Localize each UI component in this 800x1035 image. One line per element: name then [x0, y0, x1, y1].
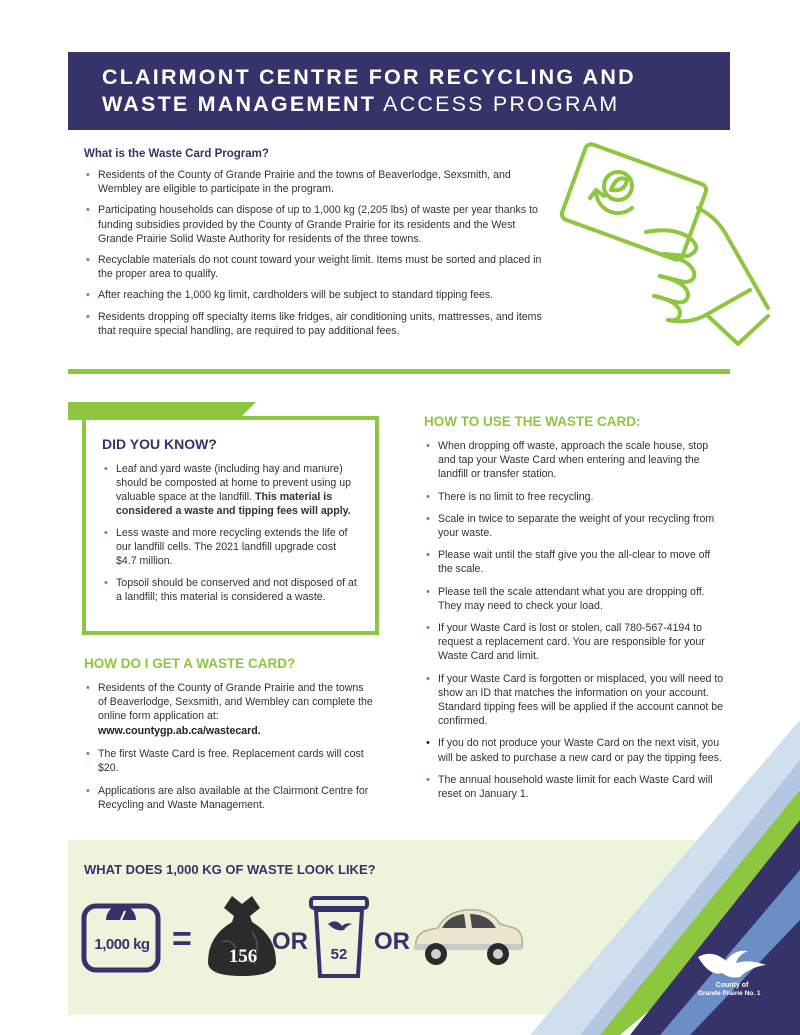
intro-heading: What is the Waste Card Program?	[84, 148, 269, 160]
list-item: • Less waste and more recycling extends the life of our landfill cells. The 2021 landfill upgrade cost $4.7 million.	[102, 526, 359, 568]
did-you-know-heading: DID YOU KNOW?	[102, 436, 217, 452]
list-item	[84, 681, 374, 738]
list-item: • If your Waste Card is lost or stolen, call 780-567-4194 to request a replacement card. You are responsible for your Waste Card and limit.	[424, 621, 724, 664]
section-divider	[68, 369, 730, 374]
list-item: • The annual household waste limit for each Waste Card will reset on January 1.	[424, 773, 724, 801]
scale-label: 1,000 kg	[94, 936, 150, 953]
waste-equivalents-row	[80, 890, 540, 980]
list-item: • If you do not produce your Waste Card on the next visit, you will be asked to purchase a new card or pay the tipping fees.	[424, 736, 724, 764]
item-bold-text: This material is considered a waste and tipping fees will apply.	[116, 491, 351, 517]
list-item: • Please tell the scale attendant what you are dropping off. They may need to check your load.	[424, 585, 724, 613]
page-header	[68, 52, 730, 130]
list-item: • Residents of the County of Grande Prairie and the towns of Beaverlodge, Sexsmith, and Wembley are eligible to participate in the program.	[84, 168, 544, 196]
did-you-know-panel	[68, 402, 383, 637]
header-line-1-text: CLAIRMONT CENTRE FOR RECYCLING AND	[102, 65, 636, 89]
hand-card-icon	[548, 140, 773, 350]
get-card-section	[84, 656, 374, 822]
get-card-list	[84, 681, 374, 813]
car-icon	[410, 904, 526, 970]
waste-cart-icon	[308, 894, 370, 982]
header-line-2-light: ACCESS PROGRAM	[376, 92, 620, 116]
logo-line-2: Grande Prairie No. 1	[698, 990, 761, 997]
item-text: Leaf and yard waste (including hay and manure) should be composted at home to prevent using up valuable space at the landfill.	[116, 463, 351, 503]
wastecard-link[interactable]: www.countygp.ab.ca/wastecard.	[98, 724, 261, 737]
bottom-title: WHAT DOES 1,000 KG OF WASTE LOOK LIKE?	[84, 862, 376, 877]
list-item: • Topsoil should be conserved and not disposed of at a landfill; this material is considered a waste.	[102, 576, 359, 604]
list-item: • After reaching the 1,000 kg limit, cardholders will be subject to standard tipping fees.	[84, 288, 544, 302]
or-text: OR	[374, 928, 410, 955]
header-line-1	[102, 64, 730, 91]
logo-line-1: County of	[715, 982, 749, 989]
intro-list	[84, 168, 544, 338]
header-line-2	[102, 91, 730, 118]
list-item: • There is no limit to free recycling.	[424, 490, 724, 504]
list-item: • Applications are also available at the Clairmont Centre for Recycling and Waste Management.	[84, 784, 374, 812]
logo-text	[698, 982, 761, 998]
get-card-heading: HOW DO I GET A WASTE CARD?	[84, 656, 296, 671]
list-item: • If your Waste Card is forgotten or misplaced, you will need to show an ID that matches the information on your account. Standard tipping fees will be applied if the account cannot be confirmed.	[424, 672, 724, 729]
did-you-know-list	[102, 462, 359, 604]
equals-sign: =	[172, 920, 192, 958]
list-item	[102, 462, 359, 518]
intro-section	[84, 148, 544, 345]
list-item: • Please wait until the staff give you the all-clear to move off the scale.	[424, 548, 724, 576]
or-text: OR	[272, 928, 308, 955]
did-you-know-box	[82, 416, 379, 635]
cart-count: 52	[330, 946, 348, 963]
list-item: • The first Waste Card is free. Replacement cards will cost $20.	[84, 747, 374, 775]
header-line-2-bold: WASTE MANAGEMENT	[102, 92, 377, 116]
list-item: • Participating households can dispose of up to 1,000 kg (2,205 lbs) of waste per year thanks to funding subsidies provided by the County of Grande Prairie for its residents and the West Grande Prairie Solid Waste Authority for residents of the three towns.	[84, 203, 544, 246]
list-item: • Recyclable materials do not count toward your weight limit. Items must be sorted and placed in the proper area to qualify.	[84, 253, 544, 281]
list-item: • Scale in twice to separate the weight of your recycling from your waste.	[424, 512, 724, 540]
bag-count: 156	[228, 946, 258, 967]
how-to-heading: HOW TO USE THE WASTE CARD:	[424, 414, 641, 429]
list-item: • When dropping off waste, approach the scale house, stop and tap your Waste Card when entering and leaving the landfill or transfer station.	[424, 439, 724, 482]
list-item: • Residents dropping off specialty items like fridges, air conditioning units, mattresses, and items that require special handling, are required to pay additional fees.	[84, 310, 544, 338]
item-text: Residents of the County of Grande Prairie and the towns of Beaverlodge, Sexsmith, and Wembley can complete the online form application at:	[98, 682, 373, 723]
